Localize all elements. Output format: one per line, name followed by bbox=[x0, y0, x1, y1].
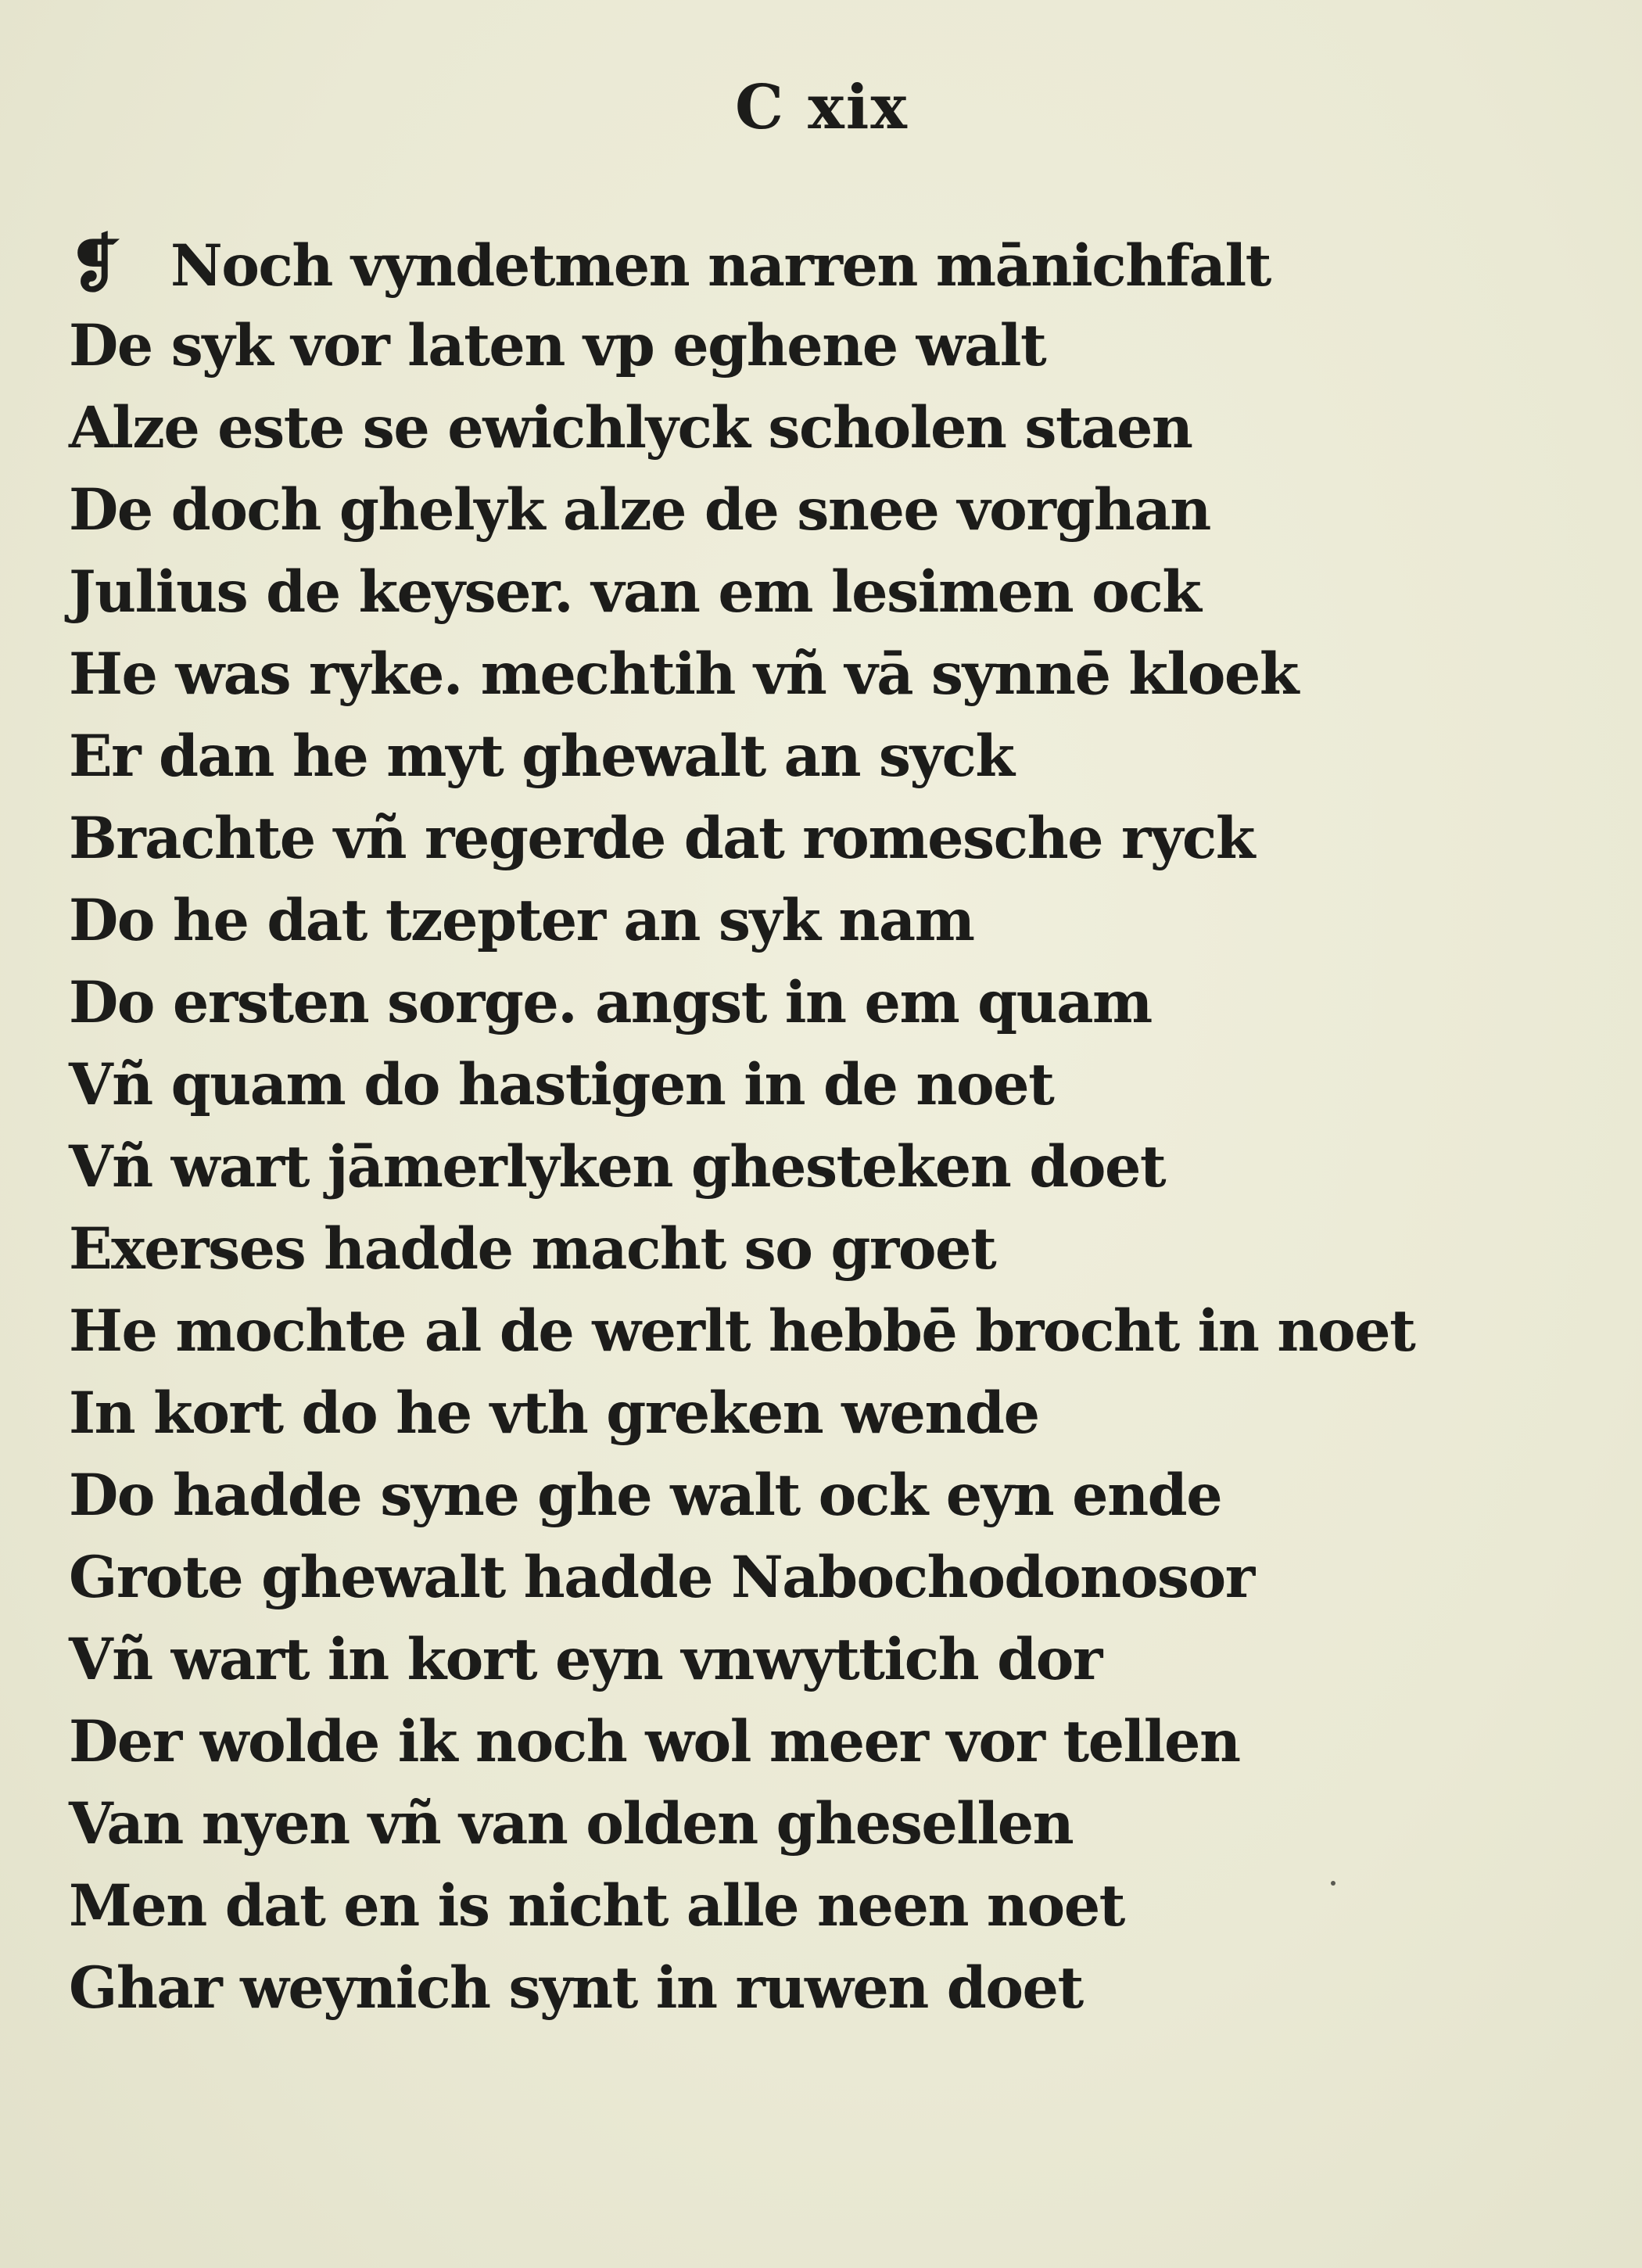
verse-line bbox=[69, 1373, 1554, 1455]
verse-line-text: Er dan he myt ghewalt an syck bbox=[69, 723, 1014, 790]
verse-line-text: Ghar weynich synt in ruwen doet bbox=[69, 1954, 1083, 2022]
verse-line-text: De syk vor laten vp eghene walt bbox=[69, 312, 1046, 379]
verse-line-text: Exerses hadde macht so groet bbox=[69, 1215, 996, 1283]
verse-line-text: He was ryke. mechtih vñ vā synnē kloek bbox=[69, 641, 1298, 708]
verse-line-text: Vñ wart in kort eyn vnwyttich dor bbox=[69, 1626, 1102, 1693]
verse-line-text: De doch ghelyk alze de snee vorghan bbox=[69, 476, 1210, 544]
verse-line bbox=[69, 716, 1554, 798]
verse-line bbox=[69, 1208, 1554, 1290]
verse-line bbox=[69, 551, 1554, 633]
verse-line bbox=[69, 1783, 1554, 1865]
verse-line-text: Vñ wart jāmerlyken ghesteken doet bbox=[69, 1133, 1166, 1200]
folio-number: C xix bbox=[735, 72, 909, 143]
verse-line bbox=[69, 962, 1554, 1044]
verse-block bbox=[69, 223, 1554, 2029]
verse-line-text: Men dat en is nicht alle neen noet bbox=[69, 1872, 1124, 1940]
verse-line-text: Noch vyndetmen narren mānichfalt bbox=[170, 232, 1271, 300]
verse-line-text: He mochte al de werlt hebbē brocht in noet bbox=[69, 1297, 1415, 1365]
verse-line bbox=[69, 387, 1554, 469]
verse-line bbox=[69, 880, 1554, 962]
verse-line bbox=[69, 1455, 1554, 1537]
verse-line bbox=[69, 1947, 1554, 2029]
verse-line-text: Julius de keyser. van em lesimen ock bbox=[69, 558, 1201, 626]
verse-line-text: Do ersten sorge. angst in em quam bbox=[69, 969, 1152, 1036]
verse-line-text: Grote ghewalt hadde Nabochodonosor bbox=[69, 1544, 1254, 1611]
verse-line bbox=[69, 1537, 1554, 1619]
verse-line bbox=[69, 633, 1554, 716]
pilcrow-mark: ❡ bbox=[69, 227, 120, 300]
verse-line-text: Der wolde ik noch wol meer vor tellen bbox=[69, 1708, 1240, 1775]
verse-line-text: Vñ quam do hastigen in de noet bbox=[69, 1051, 1054, 1118]
verse-line bbox=[69, 1044, 1554, 1126]
verse-line-text: Do hadde syne ghe walt ock eyn ende bbox=[69, 1462, 1222, 1529]
verse-line bbox=[69, 1701, 1554, 1783]
verse-line-text: Van nyen vñ van olden ghesellen bbox=[69, 1790, 1074, 1857]
verse-line bbox=[69, 469, 1554, 551]
verse-line bbox=[69, 1126, 1554, 1208]
ink-speck bbox=[1331, 1881, 1335, 1886]
verse-line bbox=[69, 223, 1554, 305]
verse-line bbox=[69, 1290, 1554, 1373]
verse-line bbox=[69, 1619, 1554, 1701]
verse-line-text: Alze este se ewichlyck scholen staen bbox=[69, 394, 1192, 461]
verse-line-text: Do he dat tzepter an syk nam bbox=[69, 887, 974, 954]
verse-line-text: In kort do he vth greken wende bbox=[69, 1380, 1039, 1447]
verse-line bbox=[69, 305, 1554, 387]
verse-line bbox=[69, 1865, 1554, 1947]
verse-line-text: Brachte vñ regerde dat romesche ryck bbox=[69, 805, 1254, 872]
verse-line bbox=[69, 798, 1554, 880]
